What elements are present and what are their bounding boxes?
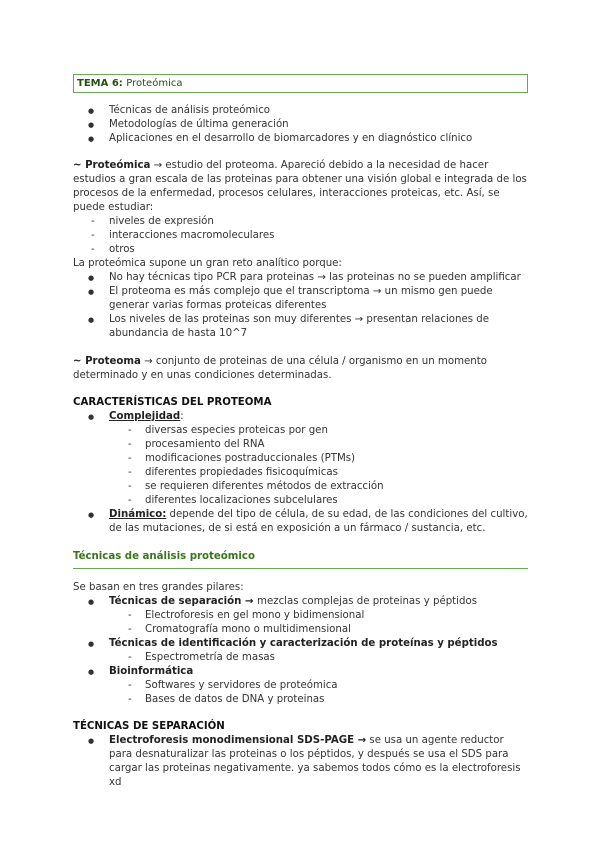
dinamico-item xyxy=(73,508,528,536)
dinamico-text: depende del tipo de célula, de su edad, de las condiciones del cultivo, de las mutaciones, de si está en exposición a un fármaco / sustancia, etc. xyxy=(109,509,528,534)
complejidad-subitem: - modificaciones postraduccionales (PTMs) xyxy=(73,452,528,466)
reto-item: ● No hay técnicas tipo PCR para proteinas → las proteinas no se pueden amplificar xyxy=(73,271,528,285)
separacion-list xyxy=(73,734,528,790)
separacion-heading: TÉCNICAS DE SEPARACIÓN xyxy=(73,721,225,732)
separacion-item xyxy=(73,734,528,790)
complejidad-subitem: - diversas especies proteicas por gen xyxy=(73,424,528,438)
reto-list xyxy=(73,271,528,341)
pilar-text: mezclas complejas de proteinas y péptidos xyxy=(257,596,478,607)
intro-bullet-list xyxy=(73,104,528,146)
tilde-mark: ~ xyxy=(73,160,86,171)
separacion-label: Electroforesis monodimensional SDS-PAGE → xyxy=(109,735,367,746)
complejidad-subitem: - procesamiento del RNA xyxy=(73,438,528,452)
reto-text: La proteómica supone un gran reto analítico porque: xyxy=(73,258,342,269)
document-page xyxy=(73,74,528,790)
proteomica-term: Proteómica xyxy=(85,160,151,171)
dash-item: - niveles de expresión xyxy=(73,215,528,229)
intro-bullet: ● Técnicas de análisis proteómico xyxy=(73,104,528,118)
proteomica-definition xyxy=(73,159,528,215)
pilar-item xyxy=(73,637,528,651)
proteomica-text: → estudio del proteoma. Apareció debido a la necesidad de hacer estudios a gran escala de las proteinas para obtener una visión global e integrada de los procesos de la enfermedad, procesos celulares, interacciones proteicas, etc. Así, se puede estudiar: xyxy=(73,160,527,213)
separacion-text: se usa un agente reductor para desnaturalizar las proteinas o los péptidos, y después se usa el SDS para cargar las proteinas negativamente. ya sabemos todos cómo es la electroforesis xd xyxy=(109,735,521,788)
pilares-list xyxy=(73,637,528,651)
pilar-sublist xyxy=(73,609,528,637)
title-box xyxy=(73,74,528,93)
reto-item: ● El proteoma es más complejo que el transcriptoma → un mismo gen puede generar varias formas proteicas diferentes xyxy=(73,285,528,313)
dash-item: - interacciones macromoleculares xyxy=(73,229,528,243)
pilar-label: Bioinformática xyxy=(109,666,194,677)
dinamico-list xyxy=(73,508,528,536)
pilar-label: Técnicas de separación xyxy=(109,596,242,607)
pilar-sublist xyxy=(73,651,528,665)
caracteristicas-list xyxy=(73,410,528,424)
proteoma-text: → conjunto de proteinas de una célula / organismo en un momento determinado y en unas condiciones determinadas. xyxy=(73,356,487,381)
complejidad-colon: : xyxy=(180,411,184,422)
complejidad-subitem: - se requieren diferentes métodos de extracción xyxy=(73,480,528,494)
pilar-item xyxy=(73,595,528,609)
complejidad-subitem: - diferentes propiedades fisicoquímicas xyxy=(73,466,528,480)
title-name: Proteómica xyxy=(126,78,183,89)
dinamico-label: Dinámico: xyxy=(109,509,167,520)
complejidad-label: Complejidad xyxy=(109,411,181,422)
tecnicas-heading: Técnicas de análisis proteómico xyxy=(73,550,528,569)
complejidad-sublist xyxy=(73,424,528,508)
pilar-subitem: - Softwares y servidores de proteómica xyxy=(73,679,528,693)
title-prefix: TEMA 6: xyxy=(77,78,127,89)
reto-item: ● Los niveles de las proteinas son muy diferentes → presentan relaciones de abundancia de hasta 10^7 xyxy=(73,313,528,341)
pilar-arrow: → xyxy=(241,596,258,607)
proteoma-term: Proteoma xyxy=(85,356,141,367)
complejidad-subitem: - diferentes localizaciones subcelulares xyxy=(73,494,528,508)
pilar-subitem: - Bases de datos de DNA y proteinas xyxy=(73,693,528,707)
pilar-item xyxy=(73,665,528,679)
pilares-list xyxy=(73,595,528,609)
intro-bullet: ● Metodologías de última generación xyxy=(73,118,528,132)
intro-bullet: ● Aplicaciones en el desarrollo de biomarcadores y en diagnóstico clínico xyxy=(73,132,528,146)
tecnicas-intro: Se basan en tres grandes pilares: xyxy=(73,582,244,593)
pilar-sublist xyxy=(73,679,528,707)
complejidad-item xyxy=(73,410,528,424)
proteoma-definition xyxy=(73,355,528,383)
pilares-list xyxy=(73,665,528,679)
pilar-label: Técnicas de identificación y caracterización de proteínas y péptidos xyxy=(109,638,498,649)
tilde-mark: ~ xyxy=(73,356,86,367)
proteomica-items xyxy=(73,215,528,257)
pilar-subitem: - Electroforesis en gel mono y bidimensional xyxy=(73,609,528,623)
pilar-subitem: - Espectrometría de masas xyxy=(73,651,528,665)
dash-item: - otros xyxy=(73,243,528,257)
caracteristicas-heading: CARACTERÍSTICAS DEL PROTEOMA xyxy=(73,397,272,408)
pilar-subitem: - Cromatografía mono o multidimensional xyxy=(73,623,528,637)
